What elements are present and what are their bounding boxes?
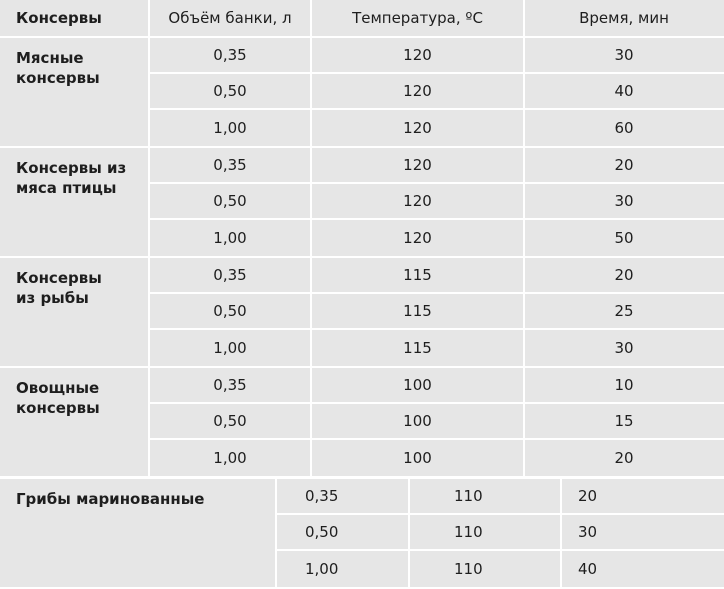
time-cell: 25: [525, 294, 723, 328]
volume-cell: 0,50: [150, 184, 310, 218]
group-name-line2: мяса птицы: [16, 179, 117, 197]
volume-cell: 0,50: [150, 404, 310, 438]
temperature-cell: 100: [312, 404, 523, 438]
column-divider: [148, 148, 150, 256]
time-cell: 30: [525, 38, 723, 72]
time-cell: 50: [525, 220, 723, 256]
column-divider: [310, 368, 312, 476]
volume-cell: 1,00: [150, 110, 310, 146]
column-divider: [148, 368, 150, 476]
temperature-cell: 120: [312, 74, 523, 108]
temperature-cell: 100: [312, 368, 523, 402]
time-cell: 30: [525, 184, 723, 218]
temperature-cell: 110: [410, 479, 560, 513]
volume-cell: 0,35: [150, 148, 310, 182]
column-divider: [310, 258, 312, 366]
time-cell: 15: [525, 404, 723, 438]
column-divider: [310, 148, 312, 256]
column-divider: [560, 479, 562, 587]
header-column-divider: [148, 0, 150, 36]
header-volume: Объём банки, л: [150, 0, 310, 36]
volume-cell: 1,00: [150, 330, 310, 366]
column-divider: [523, 148, 525, 256]
temperature-cell: 115: [312, 258, 523, 292]
header-column-divider: [310, 0, 312, 36]
group-name-line2: из рыбы: [16, 289, 89, 307]
time-cell: 20: [525, 148, 723, 182]
group-name-line1: Консервы из: [16, 159, 127, 177]
temperature-cell: 120: [312, 38, 523, 72]
temperature-cell: 110: [410, 515, 560, 549]
volume-cell: 0,35: [150, 258, 310, 292]
column-divider: [310, 38, 312, 146]
header-temperature: Температура, ºС: [312, 0, 523, 36]
volume-cell: 1,00: [150, 220, 310, 256]
volume-cell: 0,50: [150, 74, 310, 108]
column-divider: [408, 479, 410, 587]
temperature-cell: 100: [312, 440, 523, 476]
group-name-cell: [0, 258, 148, 366]
temperature-cell: 115: [312, 330, 523, 366]
group-name-line2: консервы: [16, 69, 100, 87]
group-name-line1: Грибы маринованные: [16, 490, 205, 508]
time-cell: 20: [525, 440, 723, 476]
time-cell: 30: [562, 515, 723, 549]
group-name-line1: Овощные: [16, 379, 100, 397]
group-name-line1: Консервы: [16, 269, 102, 287]
header-column-divider: [523, 0, 525, 36]
time-cell: 20: [525, 258, 723, 292]
group-name-line2: консервы: [16, 399, 100, 417]
volume-cell: 1,00: [277, 551, 408, 587]
header-conserves: Консервы: [0, 0, 148, 36]
temperature-cell: 120: [312, 148, 523, 182]
group-name-cell: [0, 479, 275, 587]
time-cell: 40: [562, 551, 723, 587]
column-divider: [148, 38, 150, 146]
group-name-line1: Мясные: [16, 49, 84, 67]
temperature-cell: 115: [312, 294, 523, 328]
column-divider: [148, 258, 150, 366]
time-cell: 10: [525, 368, 723, 402]
volume-cell: 0,35: [150, 368, 310, 402]
time-cell: 20: [562, 479, 723, 513]
temperature-cell: 120: [312, 220, 523, 256]
temperature-cell: 120: [312, 110, 523, 146]
time-cell: 30: [525, 330, 723, 366]
group-name-cell: [0, 368, 148, 476]
volume-cell: 0,50: [150, 294, 310, 328]
group-name-cell: [0, 38, 148, 146]
column-divider: [523, 368, 525, 476]
temperature-cell: 110: [410, 551, 560, 587]
volume-cell: 0,35: [150, 38, 310, 72]
column-divider: [523, 258, 525, 366]
column-divider: [523, 38, 525, 146]
time-cell: 40: [525, 74, 723, 108]
volume-cell: 0,35: [277, 479, 408, 513]
time-cell: 60: [525, 110, 723, 146]
volume-cell: 1,00: [150, 440, 310, 476]
volume-cell: 0,50: [277, 515, 408, 549]
temperature-cell: 120: [312, 184, 523, 218]
column-divider: [275, 479, 277, 587]
group-name-cell: [0, 148, 148, 256]
header-time: Время, мин: [525, 0, 723, 36]
header-divider: [0, 36, 724, 38]
